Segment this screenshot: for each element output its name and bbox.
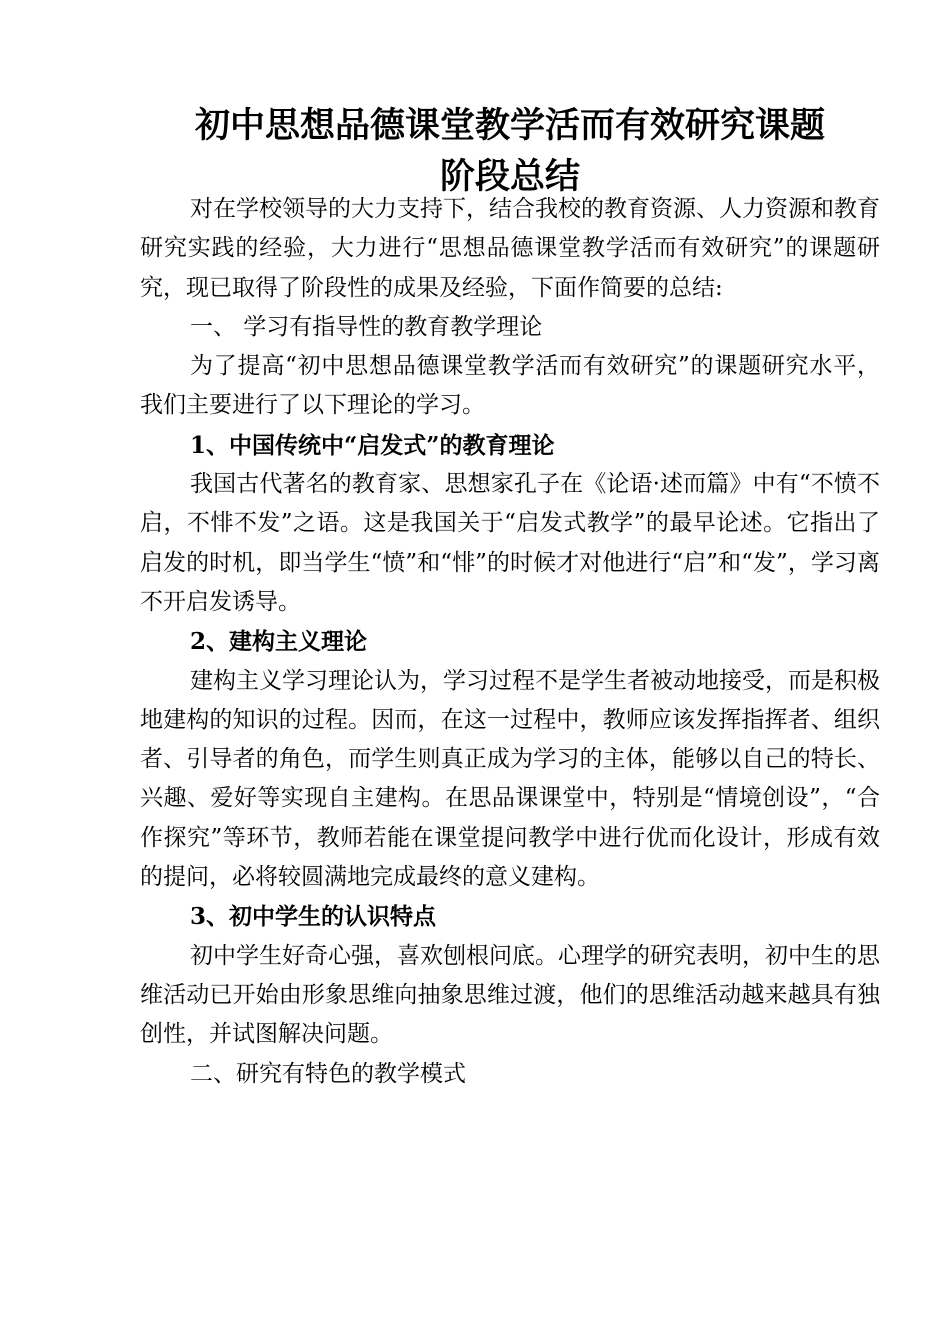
subsection-2-paragraph: 建构主义学习理论认为，学习过程不是学生者被动地接受，而是积极地建构的知识的过程。因而，在这一过程中，教师应该发挥指挥者、组织者、引导者的角色，而学生则真正成为学习的主体，能够以自己的特长、兴趣、爱好等实现自主建构。在思品课课堂中，特别是“情境创设”，“合作探究”等环节，教师若能在课堂提问教学中进行优而化设计，形成有效的提问，必将较圆满地完成最终的意义建构。: [140, 667, 880, 891]
document-body: [140, 190, 880, 1094]
subsection-1-heading: 1、中国传统中“启发式”的教育理论: [190, 431, 555, 459]
document-subtitle: 阶段总结: [439, 157, 580, 197]
document-title: 初中思想品德课堂教学活而有效研究课题: [194, 106, 825, 146]
subsection-3-heading: 3、初中学生的认识特点: [190, 903, 437, 931]
subsection-3-paragraph: 初中学生好奇心强，喜欢刨根问底。心理学的研究表明，初中生的思维活动已开始由形象思维向抽象思维过渡，他们的思维活动越来越具有独创性，并试图解决问题。: [140, 942, 880, 1048]
subsection-1-paragraph: 我国古代著名的教育家、思想家孔子在《论语·述而篇》中有“不愤不启，不悱不发”之语。这是我国关于“启发式教学”的最早论述。它指出了启发的时机，即当学生“愤”和“悱”的时候才对他进行“启”和“发”，学习离不开启发诱导。: [140, 471, 880, 615]
subsection-2-heading: 2、建构主义理论: [190, 628, 368, 656]
section-1-heading: 一、 学习有指导性的教育教学理论: [190, 313, 543, 340]
section-2-heading: 二、研究有特色的教学模式: [190, 1060, 466, 1087]
section-1-paragraph: 为了提高“初中思想品德课堂教学活而有效研究”的课题研究水平，我们主要进行了以下理论的学习。: [140, 353, 880, 419]
intro-paragraph: 对在学校领导的大力支持下，结合我校的教育资源、人力资源和教育研究实践的经验，大力进行“思想品德课堂教学活而有效研究”的课题研究，现已取得了阶段性的成果及经验，下面作简要的总结:: [140, 196, 880, 301]
